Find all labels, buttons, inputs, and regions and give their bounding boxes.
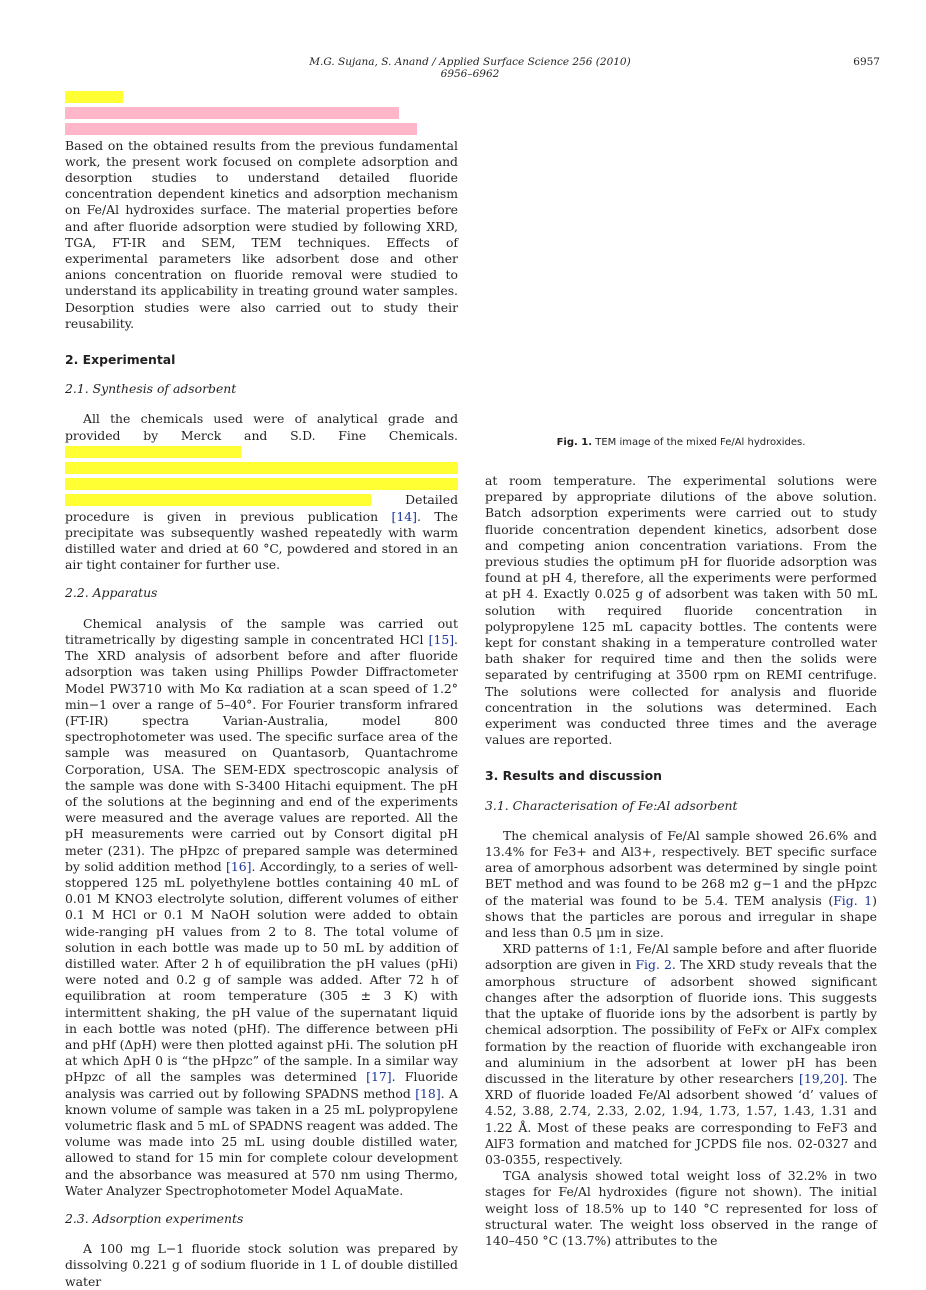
adsorption-paragraph: A 100 mg L−1 fluoride stock solution was prepared by dissolving 0.221 g of sodium fluoride in 1 L of double distilled water	[65, 1241, 458, 1289]
tga-paragraph: TGA analysis showed total weight loss of 32.2% in two stages for Fe/Al hydroxides (figure not shown). The initial weight loss of 18.5% up to 140 °C represented for loss of structural water. The weight loss observed in the range of 140–450 °C (13.7%) attributes to the	[485, 1168, 877, 1248]
synthesis-paragraph: All the chemicals used were of analytical grade and provided by Merck and S.D. Fine Chemicals. Detailed procedure is given in previous publication [14]. The precipitate was subsequently washed repeatedly with warm distilled water and dried at 60 °C, powdered and stored in an air tight container for further use.	[65, 411, 458, 573]
citation-link[interactable]: [18]	[415, 1085, 441, 1101]
apparatus-paragraph: Chemical analysis of the sample was carried out titrametrically by digesting sample in concentrated HCl [15]. The XRD analysis of adsorbent before and after fluoride adsorption was taken using Phillips Powder Diffractometer Model PW3710 with Mo Kα radiation at a scan speed of 1.2° min−1 over a range of 5–40°. For Fourier transform infrared (FT-IR) spectra Varian-Australia, model 800 spectrophotometer was used. The specific surface area of the sample was measured on Quantasorb, Quantachrome Corporation, USA. The SEM-EDX spectroscopic analysis of the sample was done with S-3400 Hitachi equipment. The pH of the solutions at the beginning and end of the experiments were measured and the average values are reported. All the pH measurements were carried out by Consort digital pH meter (231). The pHpzc of prepared sample was determined by solid addition method [16]. Accordingly, to a series of well-stoppered 125 mL polyethylene bottles containing 40 mL of 0.01 M KNO3 electrolyte solution, different volumes of either 0.1 M HCl or 0.1 M NaOH solution were added to obtain wide-ranging pH values from 2 to 8. The total volume of solution in each bottle was made up to 50 mL by addition of distilled water. After 2 h of equilibration the pH values (pHi) were noted and 0.2 g of sample was added. After 72 h of equilibration at room temperature (305 ± 3 K) with intermittent shaking, the pH value of the supernatant liquid in each bottle was noted (pHf). The difference between pHi and pHf (ΔpH) were then plotted against pHi. The solution pH at which ΔpH 0 is “the pHpzc” of the sample. In a similar way pHpzc of all the samples was determined [17]. Fluoride analysis was carried out by following SPADNS method [18]. A known volume of sample was taken in a 25 mL polypropylene volumetric flask and 5 mL of SPADNS reagent was added. The volume was made into 25 mL using double distilled water, allowed to stand for 15 min for complete colour development and the absorbance was measured at 570 nm using Thermo, Water Analyzer Spectrophotometer Model AquaMate.	[65, 615, 458, 1198]
yellow-highlight	[65, 462, 458, 474]
subsection-heading: 2.2. Apparatus	[65, 585, 158, 601]
yellow-highlight	[65, 478, 458, 490]
pink-highlight	[65, 123, 417, 135]
page-number: 6957	[853, 56, 880, 68]
citation-link[interactable]: [17]	[366, 1069, 392, 1085]
adsorption-continued-paragraph: at room temperature. The experimental solutions were prepared by appropriate dilutions of the above solution. Batch adsorption experiments were carried out to study fluoride concentration dependent kinetics, adsorbent dose and competing anion concentration variations. From the previous studies the optimum pH for fluoride adsorption was found at pH 4, therefore, all the experiments were performed at pH 4. Exactly 0.025 g of adsorbent was taken with 50 mL solution with required fluoride concentration in polypropylene 125 mL capacity bottles. The contents were kept for constant shaking in a temperature controlled water bath shaker for required time and then the solids were separated by centrifuging at 3500 rpm on REMI centrifuge. The solutions were collected for analysis and fluoride concentration in the solutions was determined. Each experiment was conducted three times and the average values are reported.	[485, 473, 877, 748]
yellow-highlight	[65, 494, 371, 506]
citation-link[interactable]: [14]	[391, 508, 417, 524]
citation-link[interactable]: [19,20]	[798, 1070, 845, 1086]
yellow-highlight	[65, 446, 241, 458]
right-column	[485, 473, 877, 1249]
characterisation-paragraph: The chemical analysis of Fe/Al sample showed 26.6% and 13.4% for Fe3+ and Al3+, respectively. BET specific surface area of amorphous adsorbent was determined by single point BET method and was found to be 268 m2 g−1 and the pHpzc of the material was found to be 5.4. TEM analysis (Fig. 1) shows that the particles are porous and irregular in shape and less than 0.5 μm in size.	[485, 827, 877, 941]
figure-tem-image	[485, 100, 877, 430]
figure-caption: Fig. 1. TEM image of the mixed Fe/Al hydroxides.	[556, 437, 806, 448]
figure-link[interactable]: Fig. 1	[833, 892, 873, 908]
citation-link[interactable]: [16]	[226, 858, 252, 874]
section-heading: 3. Results and discussion	[485, 768, 662, 784]
citation-link[interactable]: [15]	[428, 631, 455, 647]
yellow-highlight	[65, 91, 123, 103]
pink-highlight	[65, 107, 399, 119]
intro-tail-paragraph: Based on the obtained results from the previous fundamental work, the present work focused on complete adsorption and desorption studies to understand detailed fluoride concentration dependent kinetics and adsorption mechanism on Fe/Al hydroxides surface. The material properties before and after fluoride adsorption were studied by following XRD, TGA, FT-IR and SEM, TEM techniques. Effects of experimental parameters like adsorbent dose and other anions concentration on fluoride removal were studied to understand its applicability in treating ground water samples. Desorption studies were also carried out to study their reusability.	[65, 89, 458, 332]
figure-link[interactable]: Fig. 2	[635, 957, 672, 973]
section-heading: 2. Experimental	[65, 352, 176, 368]
subsection-heading: 3.1. Characterisation of Fe:Al adsorbent	[485, 797, 738, 813]
running-header: M.G. Sujana, S. Anand / Applied Surface Science 256 (2010) 6956–6962	[309, 56, 631, 80]
subsection-heading: 2.1. Synthesis of adsorbent	[65, 381, 237, 397]
subsection-heading: 2.3. Adsorption experiments	[65, 1211, 244, 1226]
xrd-paragraph: XRD patterns of 1:1, Fe/Al sample before and after fluoride adsorption are given in Fig. 2. The XRD study reveals that the amorphous structure of adsorbent showed significant changes after the adsorption of fluoride ions. This suggests that the uptake of fluoride ions by the adsorbent is partly by chemical adsorption. The possibility of FeFx or AlFx complex formation by the reaction of fluoride with exchangeable iron and aluminium in the adsorbent at lower pH has been discussed in the literature by other researchers [19,20]. The XRD of fluoride loaded Fe/Al adsorbent showed ‘d’ values of 4.52, 3.88, 2.74, 2.33, 2.02, 1.94, 1.73, 1.57, 1.43, 1.31 and 1.22 Å. Most of these peaks are corresponding to FeF3 and AlF3 formation and matched for JCPDS file nos. 02-0327 and 03-0355, respectively.	[485, 941, 877, 1167]
left-column	[65, 89, 458, 1290]
